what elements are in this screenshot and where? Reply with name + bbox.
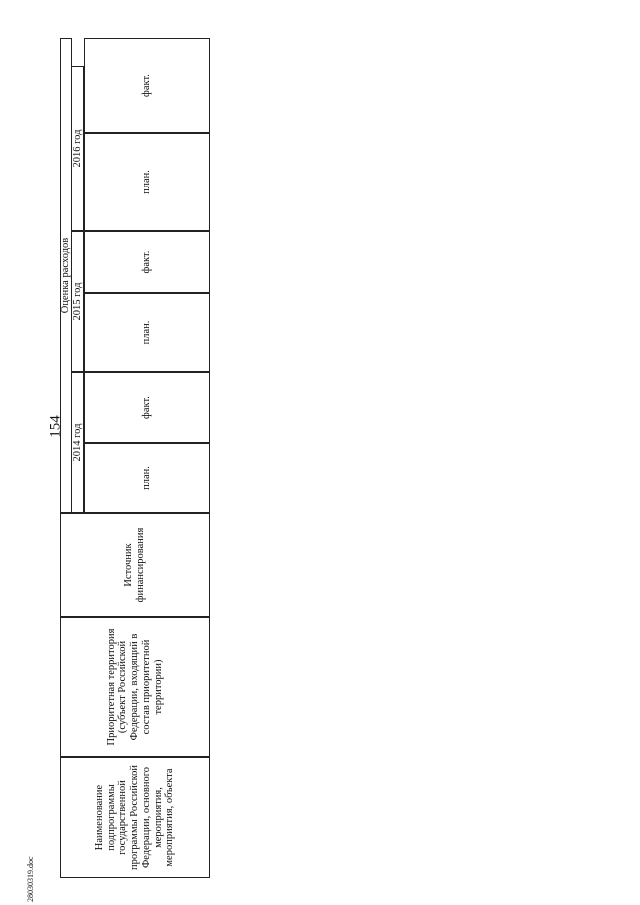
expense-table: [60, 38, 620, 878]
document-code: 28030319.doc: [26, 856, 35, 902]
header-2015-plan: план.: [84, 293, 210, 372]
header-2014-plan: план.: [84, 443, 210, 513]
header-2015-fact: факт.: [84, 231, 210, 293]
header-estimate: Оценка расходов: [60, 38, 72, 513]
header-2016-plan: план.: [84, 133, 210, 231]
header-2015: 2015 год: [72, 231, 84, 372]
header-source: Источник финансирования: [60, 513, 210, 617]
header-name: Наименование подпрограммы государственной программы Российской Федерации, основного мероприятия, мероприятия, объекта: [60, 757, 210, 878]
header-2014: 2014 год: [72, 372, 84, 513]
header-territory: Приоритетная территория (субъект Российской Федерации, входящий в состав приоритетной территории): [60, 617, 210, 757]
header-2016: 2016 год: [72, 66, 84, 231]
page-number: 154: [47, 415, 64, 438]
header-2014-fact: факт.: [84, 372, 210, 443]
header-2016-fact: факт.: [84, 38, 210, 133]
